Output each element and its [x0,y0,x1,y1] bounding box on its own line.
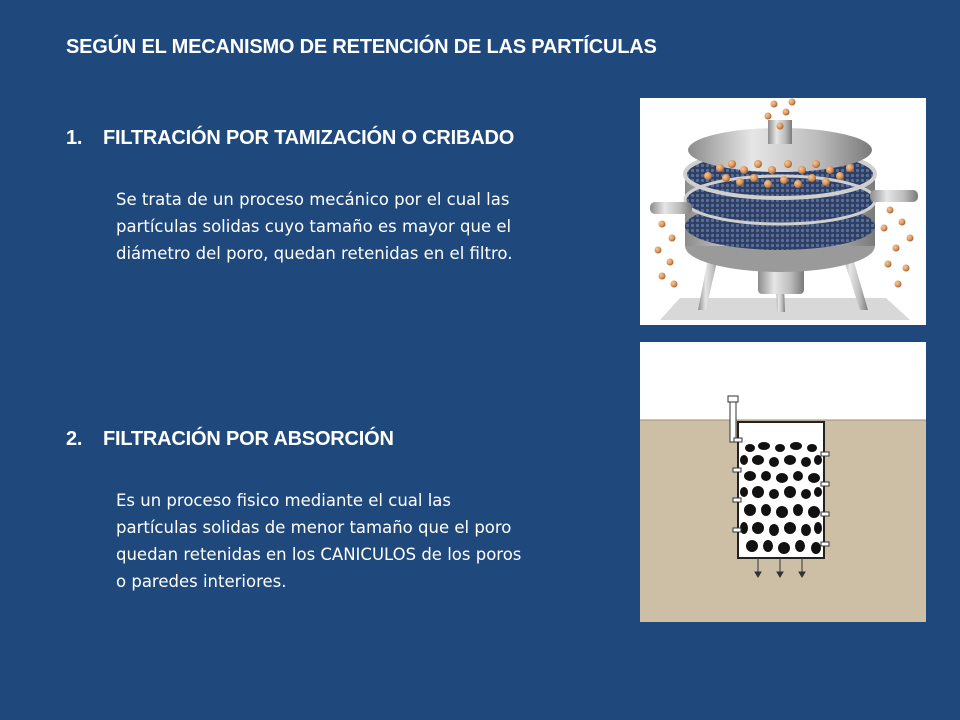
section-1-text [116,186,606,267]
absorption-filter-diagram [640,342,926,622]
section-2-title: FILTRACIÓN POR ABSORCIÓN [103,428,394,450]
section-2-text [116,487,606,595]
section-1-line: Se trata de un proceso mecánico por el cual las [116,190,510,209]
section-2-number: 2. [66,428,83,450]
section-1-line: partículas solidas cuyo tamaño es mayor que el [116,217,512,236]
section-2-line: quedan retenidas en los CANICULOS de los poros [116,545,522,564]
section-1-heading [66,127,514,150]
sieve-filter-illustration [640,98,926,325]
section-2-line: o paredes interiores. [116,572,287,591]
slide-title: SEGÚN EL MECANISMO DE RETENCIÓN DE LAS PARTÍCULAS [66,36,657,58]
section-1-number: 1. [66,127,83,149]
section-2-line: Es un proceso fisico mediante el cual las [116,491,452,510]
section-2-line: partículas solidas de menor tamaño que el poro [116,518,512,537]
section-1-title: FILTRACIÓN POR TAMIZACIÓN O CRIBADO [103,127,515,149]
section-1-line: diámetro del poro, quedan retenidas en el filtro. [116,244,513,263]
section-2-heading [66,428,394,451]
